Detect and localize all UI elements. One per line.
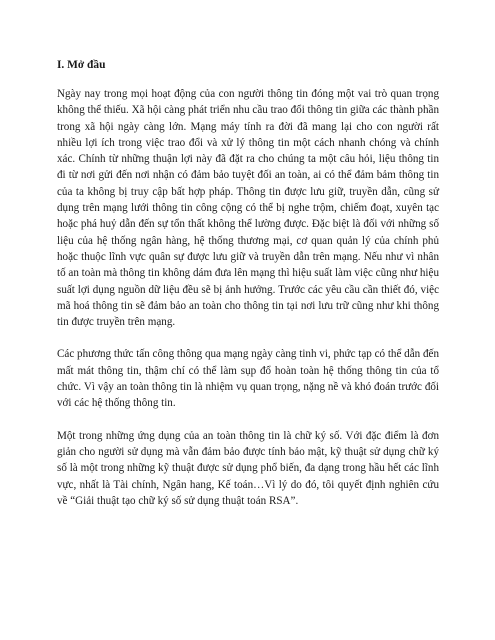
paragraph-attacks: Các phương thức tấn công thông qua mạng ngày càng tinh vi, phức tạp có thể dẫn đến mất mát thông tin, thậm chí có thể làm sụp đổ hoàn toàn hệ thống thông tin của tổ chức. Vì vậy an toàn thông tin là nhiệm vụ quan trọng, nặng nề và khó đoán trước đối với các hệ thống thông tin. — [57, 348, 439, 410]
paragraph-digital-signature: Một trong những ứng dụng của an toàn thông tin là chữ ký số. Với đặc điểm là đơn giản cho người sử dụng mà vẫn đảm bảo được tính bảo mật, kỹ thuật sử dụng chữ ký số là một trong những kỹ thuật được sử dụng phổ biến, đa dạng trong hầu hết các lĩnh vực, nhất là Tài chính, Ngân hang, Kế toán…Vì lý do đó, tôi quyết định nghiên cứu về “Giải thuật tạo chữ ký số sử dụng thuật toán RSA”. — [57, 429, 439, 507]
paragraph-intro: Ngày nay trong mọi hoạt động của con người thông tin đóng một vai trò quan trọng không thể thiếu. Xã hội càng phát triển nhu cầu trao đổi thông tin giữa các thành phần trong xã hội ngày càng lớn. Mạng máy tính ra đời đã mang lại cho con người rất nhiều lợi ích trong việc trao đổi và xử lý thông tin một cách nhanh chóng và chính xác. Chính từ những thuận lợi này đã đặt ra cho chúng ta một câu hỏi, liệu thông tin đi từ nơi gửi đến nơi nhận có đảm bảo tuyệt đối an toàn, ai có thể đảm bảm thông tin của ta không bị truy cập bất hợp pháp. Thông tin được lưu giữ, truyền dẫn, cũng sử dụng trên mạng lưới thông tin công cộng có thể bị nghe trộm, chiếm đoạt, xuyên tạc hoặc phá huỷ dẫn đến sự tổn thất không thể lường được. Đặc biệt là đối với những số liệu của hệ thống ngân hàng, hệ thống thương mại, cơ quan quản lý của chính phủ hoặc thuộc lĩnh vực quân sự được lưu giữ và truyền dẫn trên mạng. Nếu như vì nhân tố an toàn mà thông tin không dám đưa lên mạng thì hiệu suất làm việc cũng như hiệu suất lợi dụng nguồn dữ liệu đều sẽ bị ảnh hưởng. Trước các yêu cầu cần thiết đó, việc mã hoá thông tin sẽ đảm bảo an toàn cho thông tin tại nơi lưu trữ cũng như khi thông tin được truyền trên mạng. — [57, 88, 439, 329]
document-page — [57, 58, 439, 509]
section-heading: I. Mở đầu — [57, 59, 106, 71]
